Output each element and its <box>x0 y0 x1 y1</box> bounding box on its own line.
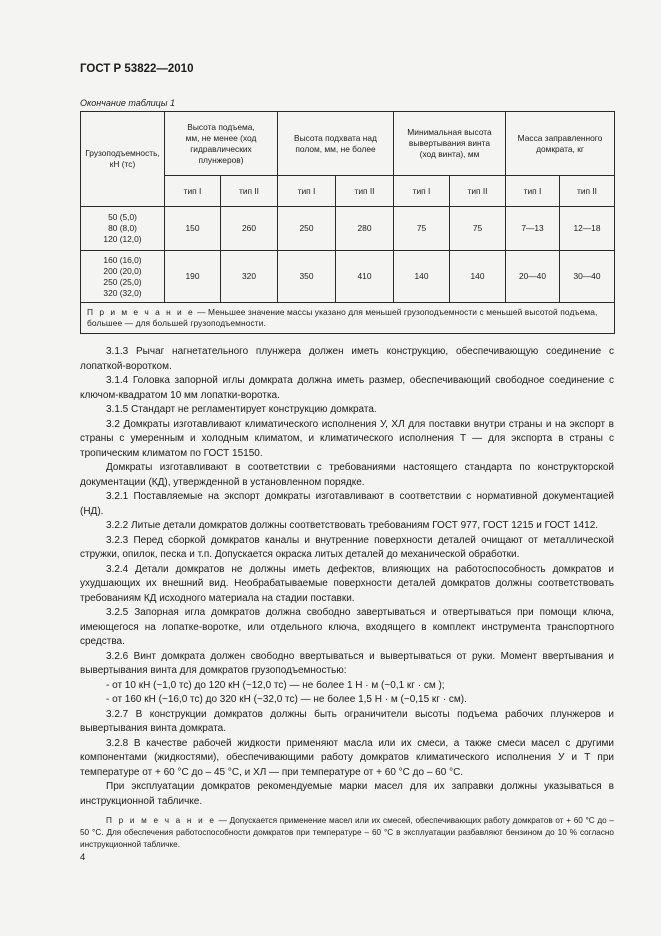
table-caption: Окончание таблицы 1 <box>80 98 175 108</box>
list-item: - от 160 кН (~16,0 тс) до 320 кН (~32,0 тс) — не более 1,5 Н · м (~0,15 кг · см). <box>106 694 467 705</box>
table-note-row <box>81 303 615 334</box>
value-cell: 140 <box>394 251 450 303</box>
value-cell: 250 <box>278 207 336 251</box>
list-item: - от 10 кН (~1,0 тс) до 120 кН (~12,0 тс) — не более 1 Н · м (~0,1 кг · см ); <box>106 679 445 691</box>
value-cell: 75 <box>394 207 450 251</box>
value-cell: 410 <box>336 251 394 303</box>
value-cell: 280 <box>336 207 394 251</box>
lift-height-header: Высота подъема, мм, не менее (ход гидравлических плунжеров) <box>165 112 278 176</box>
value-cell: 190 <box>165 251 221 303</box>
value-cell: 320 <box>221 251 278 303</box>
value-cell: 140 <box>450 251 506 303</box>
table-note <box>81 303 615 334</box>
capacity-cell: 160 (16,0) 200 (20,0) 250 (25,0) 320 (32,0) <box>81 251 165 303</box>
paragraph: 3.1.3 Рычаг нагнетательного плунжера должен иметь конструкцию, обеспечивающую соединение с лопаткой-воротком. <box>80 346 614 372</box>
paragraph: Домкраты изготавливают в соответствии с требованиями настоящего стандарта по конструкторской документации (КД), утвержденной в установленном порядке. <box>80 462 614 488</box>
type-header: тип I <box>506 176 560 207</box>
value-cell: 150 <box>165 207 221 251</box>
type-header: тип I <box>165 176 221 207</box>
type-header: тип I <box>394 176 450 207</box>
note-text: — Допускается применение масел или их смесей, обеспечивающих работу домкратов от + 60 °С до – 50 °С. Для обеспечения работоспособности домкратов при температуре – 60 °С в эксплуатации разбавляют бензином до 10 % согласно инструкционной табличке. <box>80 816 614 849</box>
paragraph: 3.2 Домкраты изготавливают климатического исполнения У, ХЛ для поставки внутри страны и на экспорт в страны с умеренным и холодным климатом, и климатического исполнения Т — для экспорта в страны с тропическим климатом по ГОСТ 15150. <box>80 418 614 459</box>
note-text: — Меньшее значение массы указано для меньшей грузоподъемности с меньшей высотой подъема, большее — для большей грузоподъемности. <box>87 307 598 328</box>
specification-table <box>80 111 615 334</box>
paragraph: 3.2.5 Запорная игла домкратов должна свободно завертываться и отвертываться при помощи ключа, имеющегося на лопатке-воротке, или отдельного ключа, входящего в комплект инструмента транспортного средства. <box>80 607 614 647</box>
pickup-height-header: Высота подхвата над полом, мм, не более <box>278 112 394 176</box>
paragraph: 3.2.6 Винт домкрата должен свободно ввертываться и вывертываться от руки. Момент ввертывания и вывертывания винта для домкратов грузоподъемностью: <box>80 650 614 676</box>
type-header: тип II <box>450 176 506 207</box>
value-cell: 260 <box>221 207 278 251</box>
type-header: тип II <box>221 176 278 207</box>
note-label: П р и м е ч а н и е <box>87 307 195 317</box>
type-header: тип II <box>336 176 394 207</box>
paragraph: 3.2.1 Поставляемые на экспорт домкраты изготавливают в соответствии с нормативной документацией (НД). <box>80 491 614 517</box>
paragraph: 3.1.4 Головка запорной иглы домкрата должна иметь размер, обеспечивающий свободное соединение с ключом-квадратом 10 мм лопатки-воротка. <box>80 375 614 401</box>
paragraph: 3.2.2 Литые детали домкратов должны соответствовать требованиям ГОСТ 977, ГОСТ 1215 и ГОСТ 1412. <box>106 520 599 531</box>
screw-height-header: Минимальная высота вывертывания винта (ход винта), мм <box>394 112 506 176</box>
note-label: П р и м е ч а н и е <box>106 816 216 825</box>
type-header: тип II <box>560 176 615 207</box>
mass-header: Масса заправленного домкрата, кг <box>506 112 615 176</box>
document-header: ГОСТ Р 53822—2010 <box>80 63 194 75</box>
value-cell: 12—18 <box>560 207 615 251</box>
body-note <box>80 815 614 851</box>
paragraph: 3.2.3 Перед сборкой домкратов каналы и внутренние поверхности деталей очищают от металлической стружки, опилок, песка и т.п. Допускается окраска литых деталей до механической обработки. <box>80 534 614 560</box>
value-cell: 7—13 <box>506 207 560 251</box>
capacity-header: Грузоподъемность, кН (тс) <box>81 112 165 207</box>
capacity-cell: 50 (5,0) 80 (8,0) 120 (12,0) <box>81 207 165 251</box>
type-header: тип I <box>278 176 336 207</box>
paragraph: 3.2.8 В качестве рабочей жидкости применяют масла или их смеси, а также смеси масел с другими компонентами (жидкостями), обеспечивающими работу домкратов климатического исполнения У и Т при температуре от + 60 °С до – 45 °С, и ХЛ — при температуре от + 60 °С до – 60 °С. <box>80 737 614 778</box>
table-row <box>81 251 615 303</box>
value-cell: 75 <box>450 207 506 251</box>
table-row <box>81 207 615 251</box>
paragraph: 3.1.5 Стандарт не регламентирует конструкцию домкрата. <box>106 404 377 415</box>
paragraph: 3.2.7 В конструкции домкратов должны быть ограничители высоты подъема рабочих плунжеров и вывертывания винта домкрата. <box>80 708 614 734</box>
value-cell: 20—40 <box>506 251 560 303</box>
paragraph: 3.2.4 Детали домкратов не должны иметь дефектов, влияющих на работоспособность домкратов и ухудшающих их внешний вид. Необрабатываемые поверхности деталей домкратов должны соответствовать требованиям КД исходного материала на стадии поставки. <box>80 563 614 604</box>
value-cell: 30—40 <box>560 251 615 303</box>
page-number: 4 <box>80 852 86 863</box>
paragraph: При эксплуатации домкратов рекомендуемые марки масел для их заправки должны указываться в инструкционной табличке. <box>80 781 614 807</box>
value-cell: 350 <box>278 251 336 303</box>
document-body <box>80 345 614 851</box>
